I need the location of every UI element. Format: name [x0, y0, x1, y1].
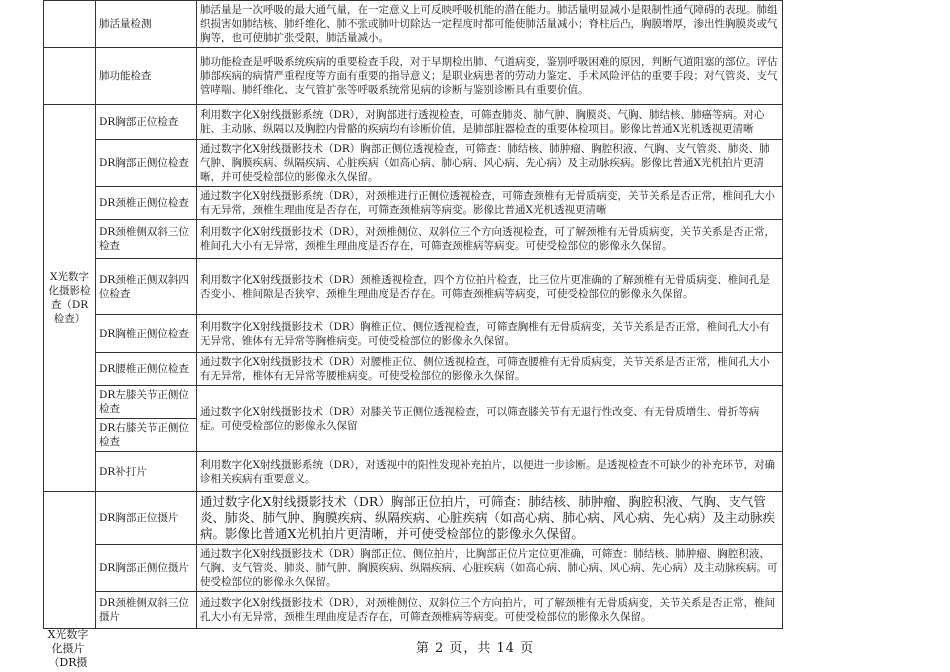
item-name: DR左膝关节正侧位检查 [96, 386, 197, 419]
item-description: 通过数字化X射线摄影技术（DR），对颈椎侧位、双斜位三个方向拍片，可了解颈椎有无骨质病变，关节关系是否正常，椎间孔大小有无异常，颈椎生理曲度是否存在，可筛查颈椎病等病变。可使受检部位的影像永久保留。 [197, 592, 783, 629]
item-description: 利用数字化X射线摄影系统（DR），对胸部进行透视检查，可筛查肺炎、肺气肿、胸膜炎、气胸、肺结核、肺癌等病。对心脏、主动脉、纵隔以及胸腔内骨骼的疾病均有诊断价值，是肺部脏器检查的重要体检项目。影像比普通X光机透视更清晰 [197, 105, 783, 140]
table-row [44, 452, 783, 492]
table-row [44, 259, 783, 315]
table-row [44, 48, 783, 105]
category-dr: X光数字化摄影检查（DR检查） [44, 105, 96, 492]
item-description: 通过数字化X射线摄影技术（DR）对腰椎正位、侧位透视检查，可筛查腰椎有无骨质病变，关节关系是否正常，椎间孔大小有无异常，椎体有无异常等腰椎病变。可使受检部位的影像永久保留。 [197, 353, 783, 386]
item-name: DR胸部正位摄片 [96, 492, 197, 545]
category-film-cell [44, 492, 96, 629]
item-description: 利用数字化X射线摄影技术（DR），对颈椎侧位、双斜位三个方向透视检查，可了解颈椎有无骨质病变，关节关系是否正常，椎间孔大小有无异常，颈椎生理曲度是否存在，可筛查颈椎病等病变。可使受检部位的影像永久保留。 [197, 220, 783, 259]
table-row [44, 386, 783, 419]
item-name: DR颈椎侧双斜三位摄片 [96, 592, 197, 629]
table-row [44, 545, 783, 592]
exam-items-table [43, 0, 783, 629]
item-name: DR补打片 [96, 452, 197, 492]
category-cell [44, 48, 96, 105]
item-name: 肺功能检查 [96, 48, 197, 105]
item-description: 肺活量是一次呼吸的最大通气量，在一定意义上可反映呼吸机能的潜在能力。肺活量明显减小是限制性通气障碍的表现。肺组织损害如肺结核、肺纤维化、肺不张或肺叶切除达一定程度时都可能使肺活量减小；脊柱后凸，胸膜增厚，渗出性胸膜炎或气胸等，也可使肺扩张受限，肺活量减小。 [197, 1, 783, 48]
item-name: DR胸部正侧位摄片 [96, 545, 197, 592]
item-name: DR右膝关节正侧位检查 [96, 419, 197, 452]
table-row [44, 592, 783, 629]
table-row [44, 105, 783, 140]
item-name: DR胸椎正侧位检查 [96, 315, 197, 353]
item-name: DR腰椎正侧位检查 [96, 353, 197, 386]
item-description: 通过数字化X射线摄影技术（DR）胸部正位拍片，可筛查：肺结核、肺肿瘤、胸腔积液、气胸、支气管炎、肺炎、肺气肿、胸膜疾病、纵隔疾病、心脏疾病（如高心病、肺心病、风心病、先心病）及主动脉疾病。影像比普通X光机拍片更清晰，并可使受检部位的影像永久保留。 [197, 492, 783, 545]
category-film-label: X光数字化摄片（DR摄 [47, 628, 89, 669]
item-description: 通过数字化X射线摄影技术（DR）胸部正侧位透视检查，可筛查：肺结核、肺肿瘤、胸腔积液、气胸、支气管炎、肺炎、肺气肿、胸膜疾病、纵隔疾病、心脏疾病（如高心病、肺心病、风心病、先心病）及主动脉疾病。影像比普通X光机拍片更清晰，并可使受检部位的影像永久保留。 [197, 140, 783, 187]
item-description: 肺功能检查是呼吸系统疾病的重要检查手段，对于早期检出肺、气道病变，鉴别呼吸困难的原因，判断气道阻塞的部位。评估肺部疾病的病情严重程度等方面有重要的指导意义；是职业病患者的劳动力鉴定、手术风险评估的重要手段；对气管炎、支气管哮喘、肺纤维化、支气管扩张等呼吸系统常见病的诊断与鉴别诊断具有重要价值。 [197, 48, 783, 105]
table-row [44, 492, 783, 545]
item-description-knee: 通过数字化X射线摄影技术（DR）对膝关节正侧位透视检查，可以筛查膝关节有无退行性改变、有无骨质增生、骨折等病症。可使受检部位的影像永久保留 [197, 386, 783, 452]
item-name: DR颈椎正侧位检查 [96, 187, 197, 220]
item-description: 通过数字化X射线摄影技术（DR）胸部正位、侧位拍片，比胸部正位片定位更准确，可筛查：肺结核、肺肿瘤、胸腔积液、气胸、支气管炎、肺炎、肺气肿、胸膜疾病、纵隔疾病、心脏疾病（如高心病、肺心病、风心病、先心病）及主动脉疾病。可使受检部位的影像永久保留。 [197, 545, 783, 592]
table-row [44, 315, 783, 353]
table-row [44, 353, 783, 386]
table-row [44, 187, 783, 220]
item-name: DR胸部正侧位检查 [96, 140, 197, 187]
page-footer: 第 2 页，共 14 页 [415, 641, 535, 656]
table-row [44, 220, 783, 259]
table-row [44, 1, 783, 48]
item-name: DR胸部正位检查 [96, 105, 197, 140]
table-row [44, 140, 783, 187]
item-description: 通过数字化X射线摄影系统（DR），对颈椎进行正侧位透视检查，可筛查颈椎有无骨质病变，关节关系是否正常，椎间孔大小有无异常，颈椎生理曲度是否存在，可筛查颈椎病等病变。影像比普通X光机透视更清晰 [197, 187, 783, 220]
category-cell [44, 1, 96, 48]
item-name: 肺活量检测 [96, 1, 197, 48]
item-name: DR颈椎正侧双斜四位检查 [96, 259, 197, 315]
item-description: 利用数字化X射线摄影技术（DR）胸椎正位、侧位透视检查，可筛查胸椎有无骨质病变，关节关系是否正常，椎间孔大小有无异常，锥体有无异常等胸椎病变。可使受检部位的影像永久保留。 [197, 315, 783, 353]
item-name: DR颈椎侧双斜三位检查 [96, 220, 197, 259]
item-description: 利用数字化X射线摄影系统（DR），对透视中的阳性发现补充拍片，以便进一步诊断。是透视检查不可缺少的补充环节，对确诊相关疾病有重要意义。 [197, 452, 783, 492]
item-description: 利用数字化X射线摄影技术（DR）颈椎透视检查，四个方位拍片检查，比三位片更准确的了解颈椎有无骨质病变、椎间孔是否变小、椎间隙是否狭窄、颈椎生理曲度是否存在。可筛查颈椎病等病变，可使受检部位的影像永久保留。 [197, 259, 783, 315]
